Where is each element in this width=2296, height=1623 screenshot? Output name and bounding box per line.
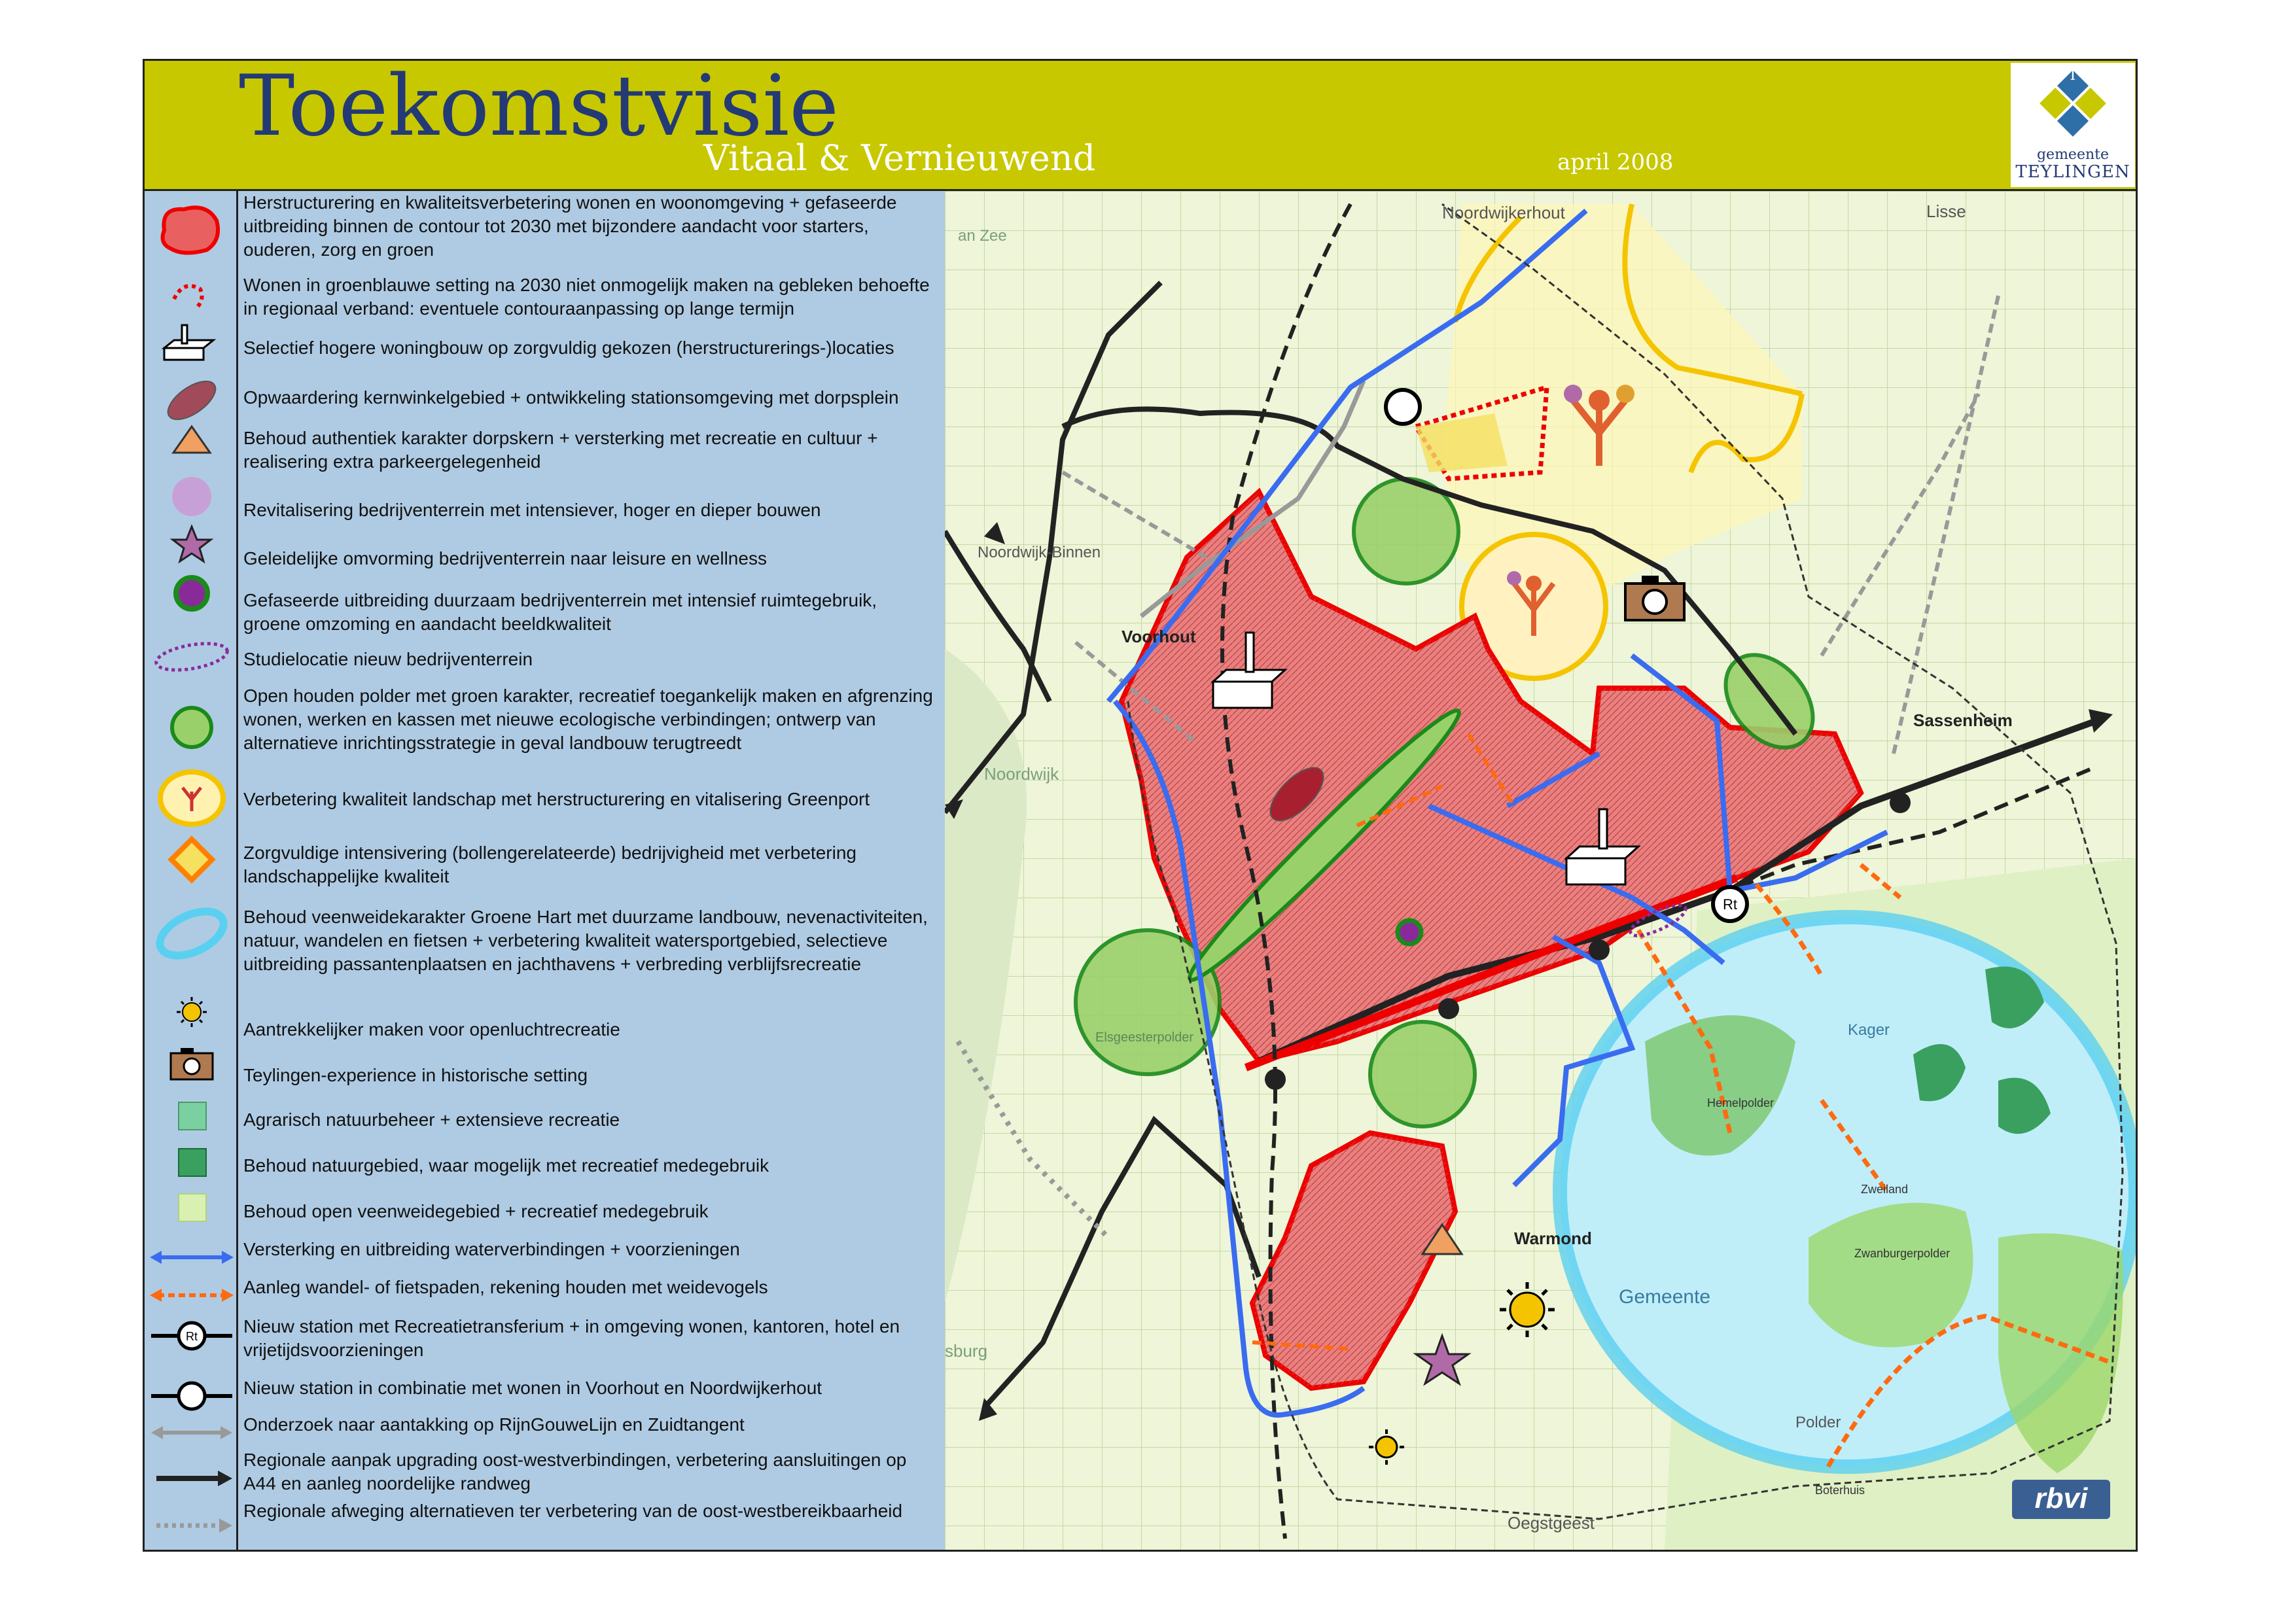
label-noordwijk: Noordwijk [984, 764, 1059, 784]
station-icon [151, 1383, 232, 1409]
label-warmond: Warmond [1514, 1229, 1592, 1248]
legend-item-text: Behoud open veenweidegebied + recreatief medegebruik [243, 1201, 709, 1221]
legend-item-text: Teylingen-experience in historische setting [243, 1065, 588, 1085]
legend-item-text: Herstructurering en kwaliteitsverbetering wonen en woonomgeving + gefaseerde uitbreiding binnen de contour tot 2030 met bijzondere aandacht voor starters, ouderen, zorg en groen [243, 192, 897, 260]
legend-item-text: Gefaseerde uitbreiding duurzaam bedrijventerrein met intensief ruimtegebruik, groene omzoming en aandacht beeldkwaliteit [243, 590, 877, 634]
camera-icon [171, 1048, 213, 1079]
legend-item-text: Open houden polder met groen karakter, recreatief toegankelijk maken en afgrenzing wonen, werken en kassen met nieuwe ecologische verbindingen; ontwerp van alternatieve inrichtingsstrategie in geval landbouw terugtreedt [243, 686, 933, 753]
agri-nature-square-icon [179, 1102, 206, 1130]
legend-item-text: Geleidelijke omvorming bedrijventerrein naar leisure en wellness [243, 548, 767, 568]
page-title: Toekomstvisie [239, 58, 839, 155]
sun-icon [177, 997, 207, 1027]
label-lisse: Lisse [1926, 201, 1966, 221]
label-zweiland: Zweiland [1861, 1183, 1909, 1196]
nature-area-square-icon [179, 1149, 206, 1176]
label-voorhout: Voorhout [1122, 627, 1196, 646]
legend-item-text: Behoud authentiek karakter dorpskern + versterking met recreatie en cultuur + realisering extra parkeergelegenheid [243, 428, 878, 472]
open-peat-square-icon [179, 1194, 206, 1221]
legend-item-text: Behoud natuurgebied, waar mogelijk met recreatief medegebruik [243, 1155, 769, 1176]
legend-icons [145, 191, 238, 1550]
station-rt-label: Rt [1723, 896, 1737, 913]
label-hemelpolder: Hemelpolder [1707, 1096, 1775, 1109]
grey-double-arrow-icon [151, 1426, 232, 1439]
bulb-business-diamond-icon [171, 839, 212, 880]
svg-text:T: T [2068, 67, 2078, 84]
label-elsgeesterpolder: Elsgeesterpolder [1095, 1030, 1194, 1045]
station-rt-icon [151, 1323, 232, 1349]
logo-text-gemeente: gemeente [2036, 147, 2110, 163]
legend-item-text: Agrarisch natuurbeheer + extensieve recreatie [243, 1109, 620, 1130]
legend-item-text: Wonen in groenblauwe setting na 2030 niet onmogelijk maken na gebleken behoefte in regionaal verband: eventuele contouraanpassing op lange termijn [243, 275, 930, 319]
page-subtitle: Vitaal & Vernieuwend [703, 137, 1096, 179]
label-zwanburgerpolder: Zwanburgerpolder [1854, 1247, 1951, 1260]
legend-item-text: Versterking en uitbreiding waterverbindingen + voorzieningen [243, 1239, 740, 1259]
business-park-circle-icon [172, 477, 211, 516]
legend-item-text: Onderzoek naar aantakking op RijnGouweLijn en Zuidtangent [243, 1414, 745, 1435]
greenport-landscape-icon [160, 772, 223, 824]
station-dot [1438, 998, 1459, 1019]
page-date: april 2008 [1557, 149, 1674, 175]
label-zee: an Zee [958, 227, 1007, 245]
municipality-logo [2011, 63, 2135, 187]
legend-item-text: Regionale aanpak upgrading oost-westverbindingen, verbetering aansluitingen op A44 en aanleg noordelijke randweg [243, 1450, 907, 1493]
red-contour-area-icon [163, 207, 219, 253]
legend-item-text: Nieuw station in combinatie met wonen in Voorhout en Noordwijkerhout [243, 1378, 822, 1398]
label-boterhuis: Boterhuis [1815, 1484, 1865, 1497]
waterway-arrow-icon [150, 1251, 234, 1264]
legend-item-text: Zorgvuldige intensivering (bollengerelateerde) bedrijvigheid met verbetering landschappelijke kwaliteit [243, 843, 857, 886]
grey-dotted-arrow-icon [156, 1518, 232, 1533]
rt-label: Rt [186, 1330, 198, 1343]
footpath-arrow-icon [150, 1289, 234, 1302]
station-dot [1589, 939, 1610, 960]
label-kager: Kager [1848, 1021, 1890, 1039]
label-noordwijkerhout: Noordwijkerhout [1442, 203, 1565, 222]
green-business-marker[interactable] [1398, 920, 1421, 944]
legend-item-text: Aantrekkelijker maken voor openluchtrecreatie [243, 1019, 620, 1039]
green-polder-circle-icon [172, 708, 211, 747]
logo-text-teylingen: TEYLINGEN [2015, 162, 2130, 182]
green-business-circle-icon [176, 578, 207, 609]
legend-item-text: Behoud veenweidekarakter Groene Hart met duurzame landbouw, nevenactiviteiten, natuur, wandelen en fietsen + verbetering kwaliteit watersportgebied, selectieve uitbreiding passantenplaatsen en jachthavens + verbreding verblijfsrecreatie [243, 907, 928, 974]
station-dot [1265, 1069, 1286, 1090]
legend-item-text: Verbetering kwaliteit landschap met herstructurering en vitalisering Greenport [243, 789, 870, 809]
legend-item-text: Nieuw station met Recreatietransferium + in omgeving wonen, kantoren, hotel en vrijetijdsvoorzieningen [243, 1316, 900, 1360]
station-dot [1890, 792, 1911, 813]
rbvi-brand-logo: rbvi [2012, 1480, 2110, 1519]
map-canvas[interactable] [945, 191, 2136, 1550]
legend-item-text: Regionale afweging alternatieven ter verbetering van de oost-westbereikbaarheid [243, 1501, 903, 1521]
station-noordwijkerhout[interactable] [1386, 390, 1420, 424]
label-sassenheim: Sassenheim [1913, 710, 2013, 730]
legend-item-text: Studielocatie nieuw bedrijventerrein [243, 649, 533, 669]
label-noordwijk-binnen: Noordwijk-Binnen [978, 544, 1101, 561]
red-dotted-contour-icon [174, 286, 202, 307]
study-location-ellipse-icon [154, 639, 230, 675]
polder-circle-warmond[interactable] [1370, 1022, 1475, 1126]
village-core-triangle-icon [173, 427, 210, 453]
legend-item-text: Aanleg wandel- of fietspaden, rekening houden met weidevogels [243, 1277, 768, 1297]
legend-item-text: Selectief hogere woningbouw op zorgvuldig gekozen (herstructurerings-)locaties [243, 338, 894, 358]
logo-emblem-icon [2011, 63, 2135, 148]
leisure-star-icon [173, 527, 211, 561]
legend-item-text: Revitalisering bedrijventerrein met intensiever, hoger en dieper bouwen [243, 500, 821, 520]
legend-item-text: Opwaardering kernwinkelgebied + ontwikkeling stationsomgeving met dorpsplein [243, 387, 899, 408]
shopping-area-ellipse-icon [162, 374, 222, 427]
label-polder: Polder [1795, 1414, 1841, 1431]
label-gemeente: Gemeente [1619, 1286, 1711, 1308]
label-burg: sburg [945, 1341, 988, 1361]
green-heart-ellipse-icon [153, 903, 230, 965]
camera-marker[interactable] [1625, 576, 1684, 620]
high-building-icon [164, 325, 213, 360]
black-arrow-icon [156, 1471, 232, 1486]
label-oegstgeest: Oegstgeest [1508, 1513, 1595, 1533]
